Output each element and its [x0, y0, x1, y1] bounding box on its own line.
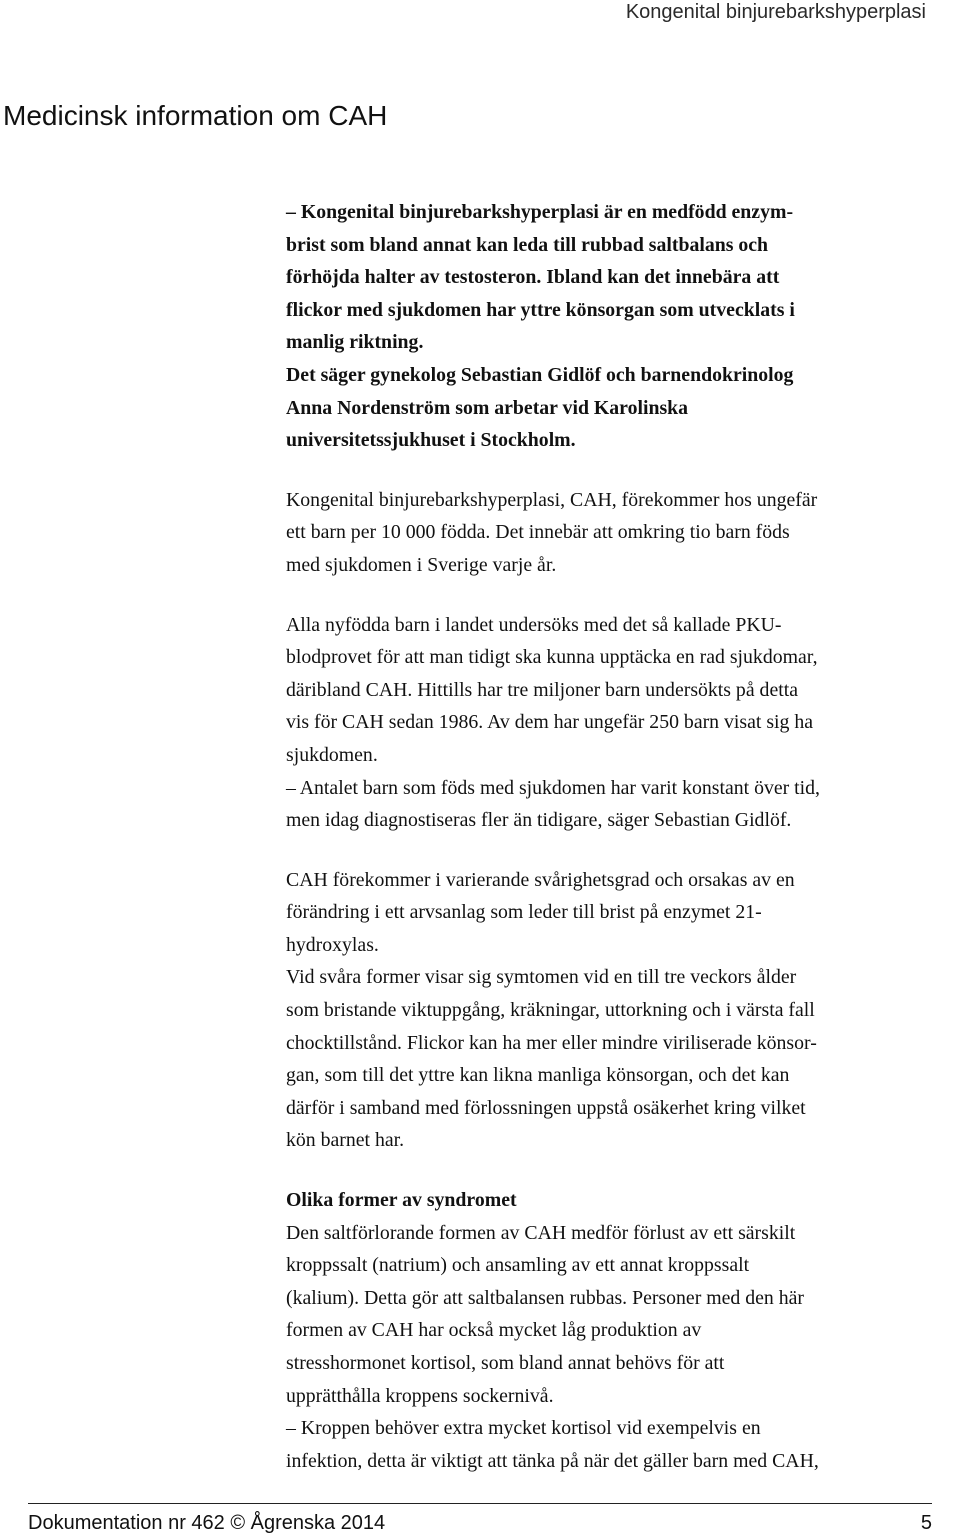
text-line: stresshormonet kortisol, som bland annat behövs för att [286, 1352, 725, 1374]
footer-citation: Dokumentation nr 462 © Ågrenska 2014 [28, 1512, 386, 1534]
text-line: ett barn per 10 000 födda. Det innebär att omkring tio barn föds [286, 521, 790, 544]
text-line: manlig riktning. [286, 331, 424, 354]
text-line: sjukdomen. [286, 743, 378, 766]
text-line: kön barnet har. [286, 1129, 405, 1152]
section-syndrome-forms [286, 1184, 946, 1477]
section-heading: Olika former av syndromet [286, 1189, 517, 1212]
text-line: flickor med sjukdomen har yttre könsorgan som utvecklats i [286, 298, 795, 321]
text-line: förändring i ett arvsanlag som leder till brist på enzymet 21- [286, 901, 762, 924]
text-line: Alla nyfödda barn i landet undersöks med det så kallade PKU- [286, 613, 782, 636]
text-line: med sjukdomen i Sverige varje år. [286, 553, 557, 576]
text-line: universitetssjukhuset i Stockholm. [286, 429, 576, 452]
page-number: 5 [920, 1512, 932, 1534]
text-line: blodprovet för att man tidigt ska kunna upptäcka en rad sjukdomar, [286, 646, 818, 669]
text-line: Den saltförlorande formen av CAH medför förlust av ett särskilt [286, 1221, 796, 1244]
text-line: Vid svåra former visar sig symtomen vid en till tre veckors ålder [286, 966, 797, 989]
text-line: infektion, detta är viktigt att tänka på när det gäller barn med CAH, [286, 1449, 819, 1472]
text-line: därför i samband med förlossningen uppstå osäkerhet kring vilket [286, 1096, 806, 1119]
text-line: brist som bland annat kan leda till rubbad saltbalans och [286, 233, 769, 256]
text-line: Anna Nordenström som arbetar vid Karolinska [286, 396, 689, 419]
text-line: formen av CAH har också mycket låg produktion av [286, 1319, 702, 1342]
paragraph-symptoms [286, 864, 946, 1157]
text-line: vis för CAH sedan 1986. Av dem har ungefär 250 barn visat sig ha [286, 711, 814, 734]
text-line: men idag diagnostiseras fler än tidigare, säger Sebastian Gidlöf. [286, 809, 792, 832]
text-line: CAH förekommer i varierande svårighetsgrad och orsakas av en [286, 868, 795, 891]
text-line: hydroxylas. [286, 933, 379, 956]
text-line: – Kroppen behöver extra mycket kortisol vid exempelvis en [286, 1417, 761, 1440]
paragraph-screening [286, 609, 946, 837]
text-line: – Kongenital binjurebarkshyperplasi är en medfödd enzym- [286, 201, 794, 223]
text-line: (kalium). Detta gör att saltbalansen rubbas. Personer med den här [286, 1286, 804, 1309]
running-header-title: Kongenital binjurebarkshyperplasi [625, 1, 926, 23]
text-line: kroppssalt (natrium) och ansamling av ett annat kroppssalt [286, 1254, 750, 1277]
text-line: Det säger gynekolog Sebastian Gidlöf och barnendokrinolog [286, 363, 794, 386]
page-title: Medicinsk information om CAH [3, 100, 388, 131]
text-line: Kongenital binjurebarkshyperplasi, CAH, förekommer hos ungefär [286, 488, 818, 511]
text-line: förhöjda halter av testosteron. Ibland kan det innebära att [286, 266, 780, 289]
text-line: gan, som till det yttre kan likna manliga könsorgan, och det kan [286, 1064, 790, 1087]
paragraph-prevalence [286, 484, 946, 582]
text-line: chocktillstånd. Flickor kan ha mer eller mindre viriliserade könsor- [286, 1031, 817, 1054]
page-footer [28, 1503, 932, 1540]
lead-paragraph [286, 196, 946, 457]
article-body [286, 196, 946, 1477]
text-line: däribland CAH. Hittills har tre miljoner barn undersökts på detta [286, 678, 798, 701]
text-line: som bristande viktuppgång, kräkningar, uttorkning och i värsta fall [286, 999, 815, 1022]
text-line: upprätthålla kroppens sockernivå. [286, 1384, 554, 1407]
text-line: – Antalet barn som föds med sjukdomen har varit konstant över tid, [286, 776, 820, 799]
